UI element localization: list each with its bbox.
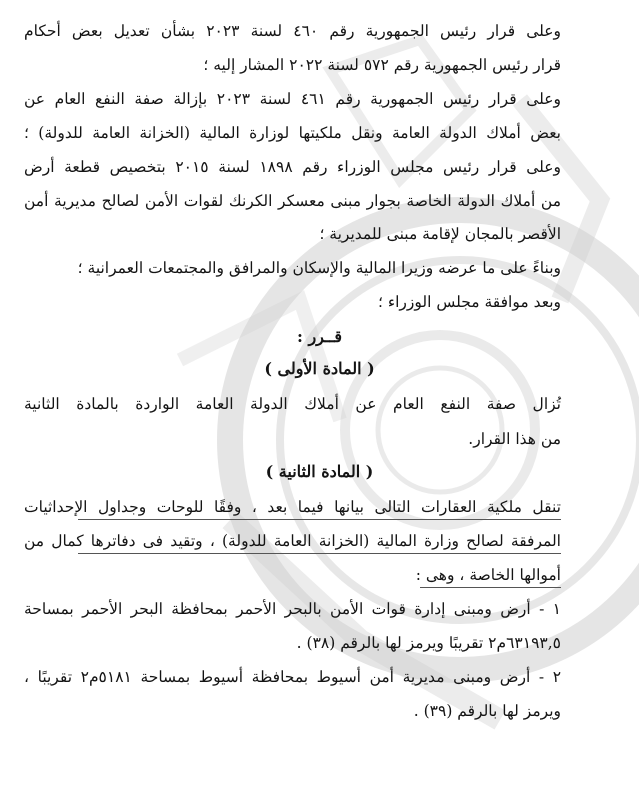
article-1-line-2: من هذا القرار. [468, 430, 561, 448]
underline-rule [78, 553, 561, 554]
preamble-line-6: من أملاك الدولة الخاصة بجوار مبنى معسكر الكرنك لقوات الأمن لصالح مديرية أمن [24, 192, 561, 210]
preamble-line-9: وبعد موافقة مجلس الوزراء ؛ [377, 293, 561, 311]
item-2-line-1: ٢ - أرض ومبنى مديرية أمن أسيوط بمحافظة أسيوط بمساحة ٥١٨١م٢ تقريبًا ، [24, 668, 562, 686]
article-2-line-3: أموالها الخاصة ، وهى : [415, 566, 561, 584]
preamble-line-2: قرار رئيس الجمهورية رقم ٥٧٢ لسنة ٢٠٢٢ المشار إليه ؛ [203, 56, 561, 74]
underline-rule [78, 519, 561, 520]
article-2-title: ( المادة الثانية ) [265, 462, 374, 481]
article-2-line-1: تنقل ملكية العقارات التالى بيانها فيما بعد ، وفقًا للوحات وجداول الإحداثيات [24, 498, 561, 516]
item-2-line-2: ويرمز لها بالرقم (٣٩) . [413, 702, 561, 720]
article-2-line-2: المرفقة لصالح وزارة المالية (الخزانة العامة للدولة) ، وتقيد فى دفاترها كمال من [24, 532, 561, 550]
preamble-line-5: وعلى قرار رئيس مجلس الوزراء رقم ١٨٩٨ لسنة ٢٠١٥ بتخصيص قطعة أرض [24, 158, 561, 176]
preamble-line-3: وعلى قرار رئيس الجمهورية رقم ٤٦١ لسنة ٢٠٢٣ بإزالة صفة النفع العام عن [24, 90, 561, 108]
item-1-line-1: ١ - أرض ومبنى إدارة قوات الأمن بالبحر الأحمر بمحافظة البحر الأحمر بمساحة [24, 600, 561, 618]
preamble-line-7: الأقصر بالمجان لإقامة مبنى للمديرية ؛ [319, 225, 561, 243]
preamble-line-4: بعض أملاك الدولة العامة ونقل ملكيتها لوزارة المالية (الخزانة العامة للدولة) ؛ [24, 124, 561, 142]
decision-title: قــرر : [296, 327, 343, 346]
underline-rule [420, 587, 561, 588]
preamble-line-8: وبناءً على ما عرضه وزيرا المالية والإسكان والمرافق والمجتمعات العمرانية ؛ [77, 259, 561, 277]
preamble-line-1: وعلى قرار رئيس الجمهورية رقم ٤٦٠ لسنة ٢٠٢٣ بشأن تعديل بعض أحكام [24, 22, 561, 40]
article-1-title: ( المادة الأولى ) [264, 359, 375, 378]
article-1-line-1: تُزال صفة النفع العام عن أملاك الدولة العامة الواردة بالمادة الثانية [24, 395, 561, 413]
item-1-line-2: ٦٣١٩٣,٥م٢ تقريبًا ويرمز لها بالرقم (٣٨) . [296, 634, 561, 652]
